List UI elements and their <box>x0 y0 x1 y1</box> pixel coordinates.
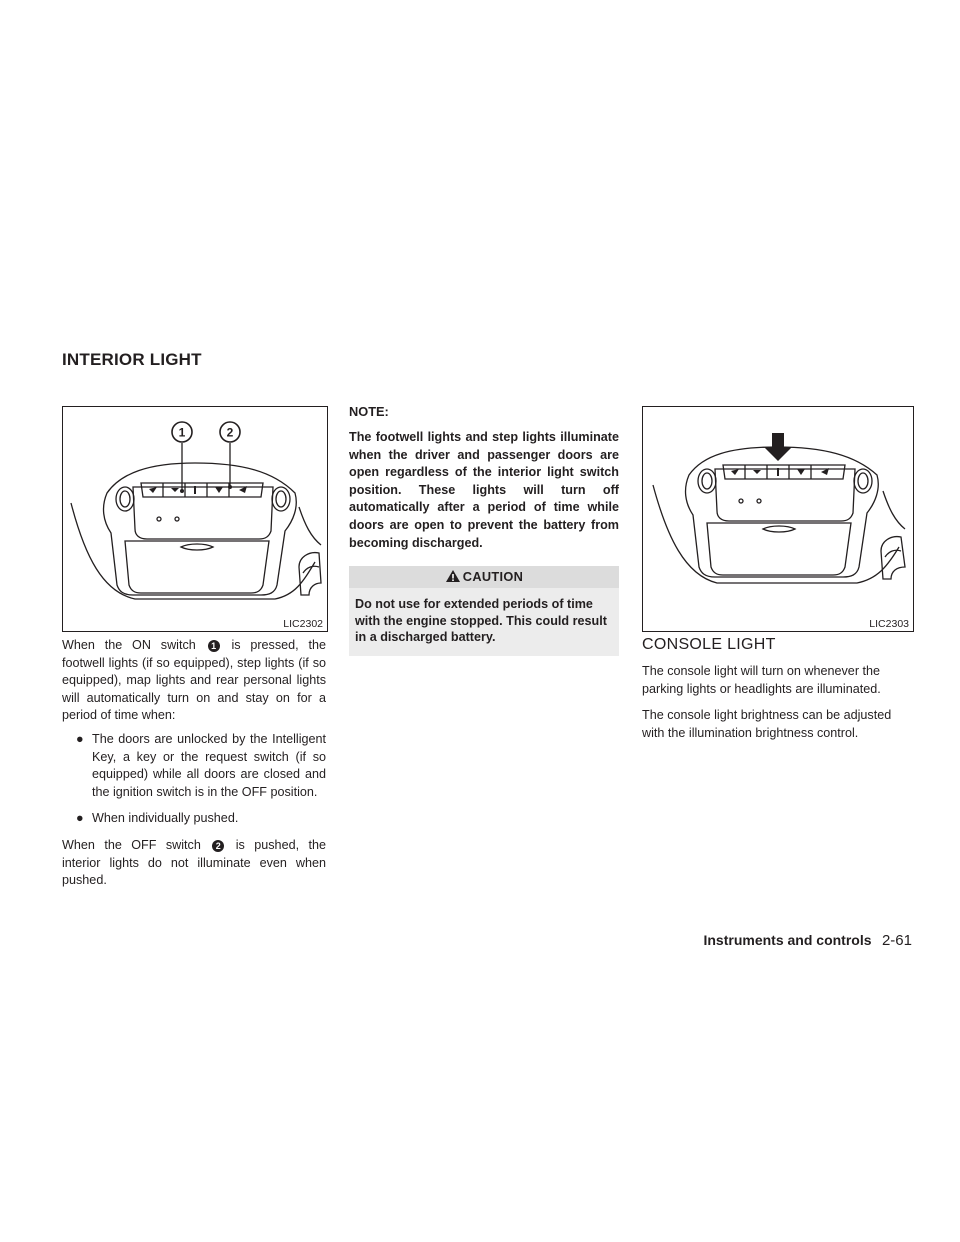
figure-label: LIC2303 <box>869 618 909 630</box>
console-light-paragraph-1: The console light will turn on whenever the parking lights or headlights are illuminated. <box>642 664 881 696</box>
page-number: 2-61 <box>881 932 912 949</box>
list-item <box>70 731 326 801</box>
text-span: When the ON switch <box>62 638 196 652</box>
text-span: is pressed, the footwell lights (if so equipped), step lights (if so equipped), map lights and rear personal lights will automatically turn on and stay on for a period of time when: <box>62 638 326 723</box>
off-switch-paragraph <box>62 837 326 890</box>
bullet-icon: ● <box>76 811 84 826</box>
warning-triangle-icon <box>445 569 461 583</box>
section-title: INTERIOR LIGHT <box>62 350 202 369</box>
column-left <box>62 637 326 890</box>
caution-title: CAUTION <box>462 569 524 585</box>
page-footer <box>703 932 912 950</box>
marker-1: 1 <box>208 640 220 652</box>
console-light-paragraph-2: The console light brightness can be adjusted with the illumination brightness control. <box>642 708 892 740</box>
bullet-icon: ● <box>76 731 84 746</box>
column-right <box>642 636 912 742</box>
figure-label: LIC2302 <box>283 618 323 630</box>
callout-2-label: 2 <box>226 425 234 440</box>
marker-2: 2 <box>212 840 224 852</box>
console-illustration-left <box>63 407 327 631</box>
callout-1-label: 1 <box>178 425 186 440</box>
text-span: When the OFF switch <box>62 837 201 852</box>
caution-box <box>349 566 619 656</box>
text-span: The doors are unlocked by the Intelligent Key, a key or the request switch (if so equipped) while all doors are closed and the ignition switch is in the OFF position. <box>92 731 326 799</box>
chapter-name: Instruments and controls <box>703 932 872 948</box>
note-heading: NOTE: <box>349 404 389 419</box>
note-text: The footwell lights and step lights illuminate when the driver and passenger doors are open regardless of the interior light switch position. These lights will turn off automatically after a period of time while doors are open to prevent the battery from becoming discharged. <box>349 430 619 550</box>
column-middle <box>349 404 619 656</box>
subsection-title: CONSOLE LIGHT <box>642 636 776 653</box>
text-span: When individually pushed. <box>92 811 239 826</box>
text-span: is pushed, the interior lights do not illuminate even when pushed. <box>62 837 327 888</box>
on-switch-paragraph <box>62 637 326 725</box>
caution-text: Do not use for extended periods of time with the engine stopped. This could result in a discharged battery. <box>349 588 619 656</box>
list-item <box>70 810 326 828</box>
console-illustration-right <box>643 407 913 631</box>
figure-console-light <box>642 406 914 632</box>
figure-overhead-console-switches <box>62 406 328 632</box>
caution-header <box>349 566 619 588</box>
conditions-list <box>70 731 326 828</box>
